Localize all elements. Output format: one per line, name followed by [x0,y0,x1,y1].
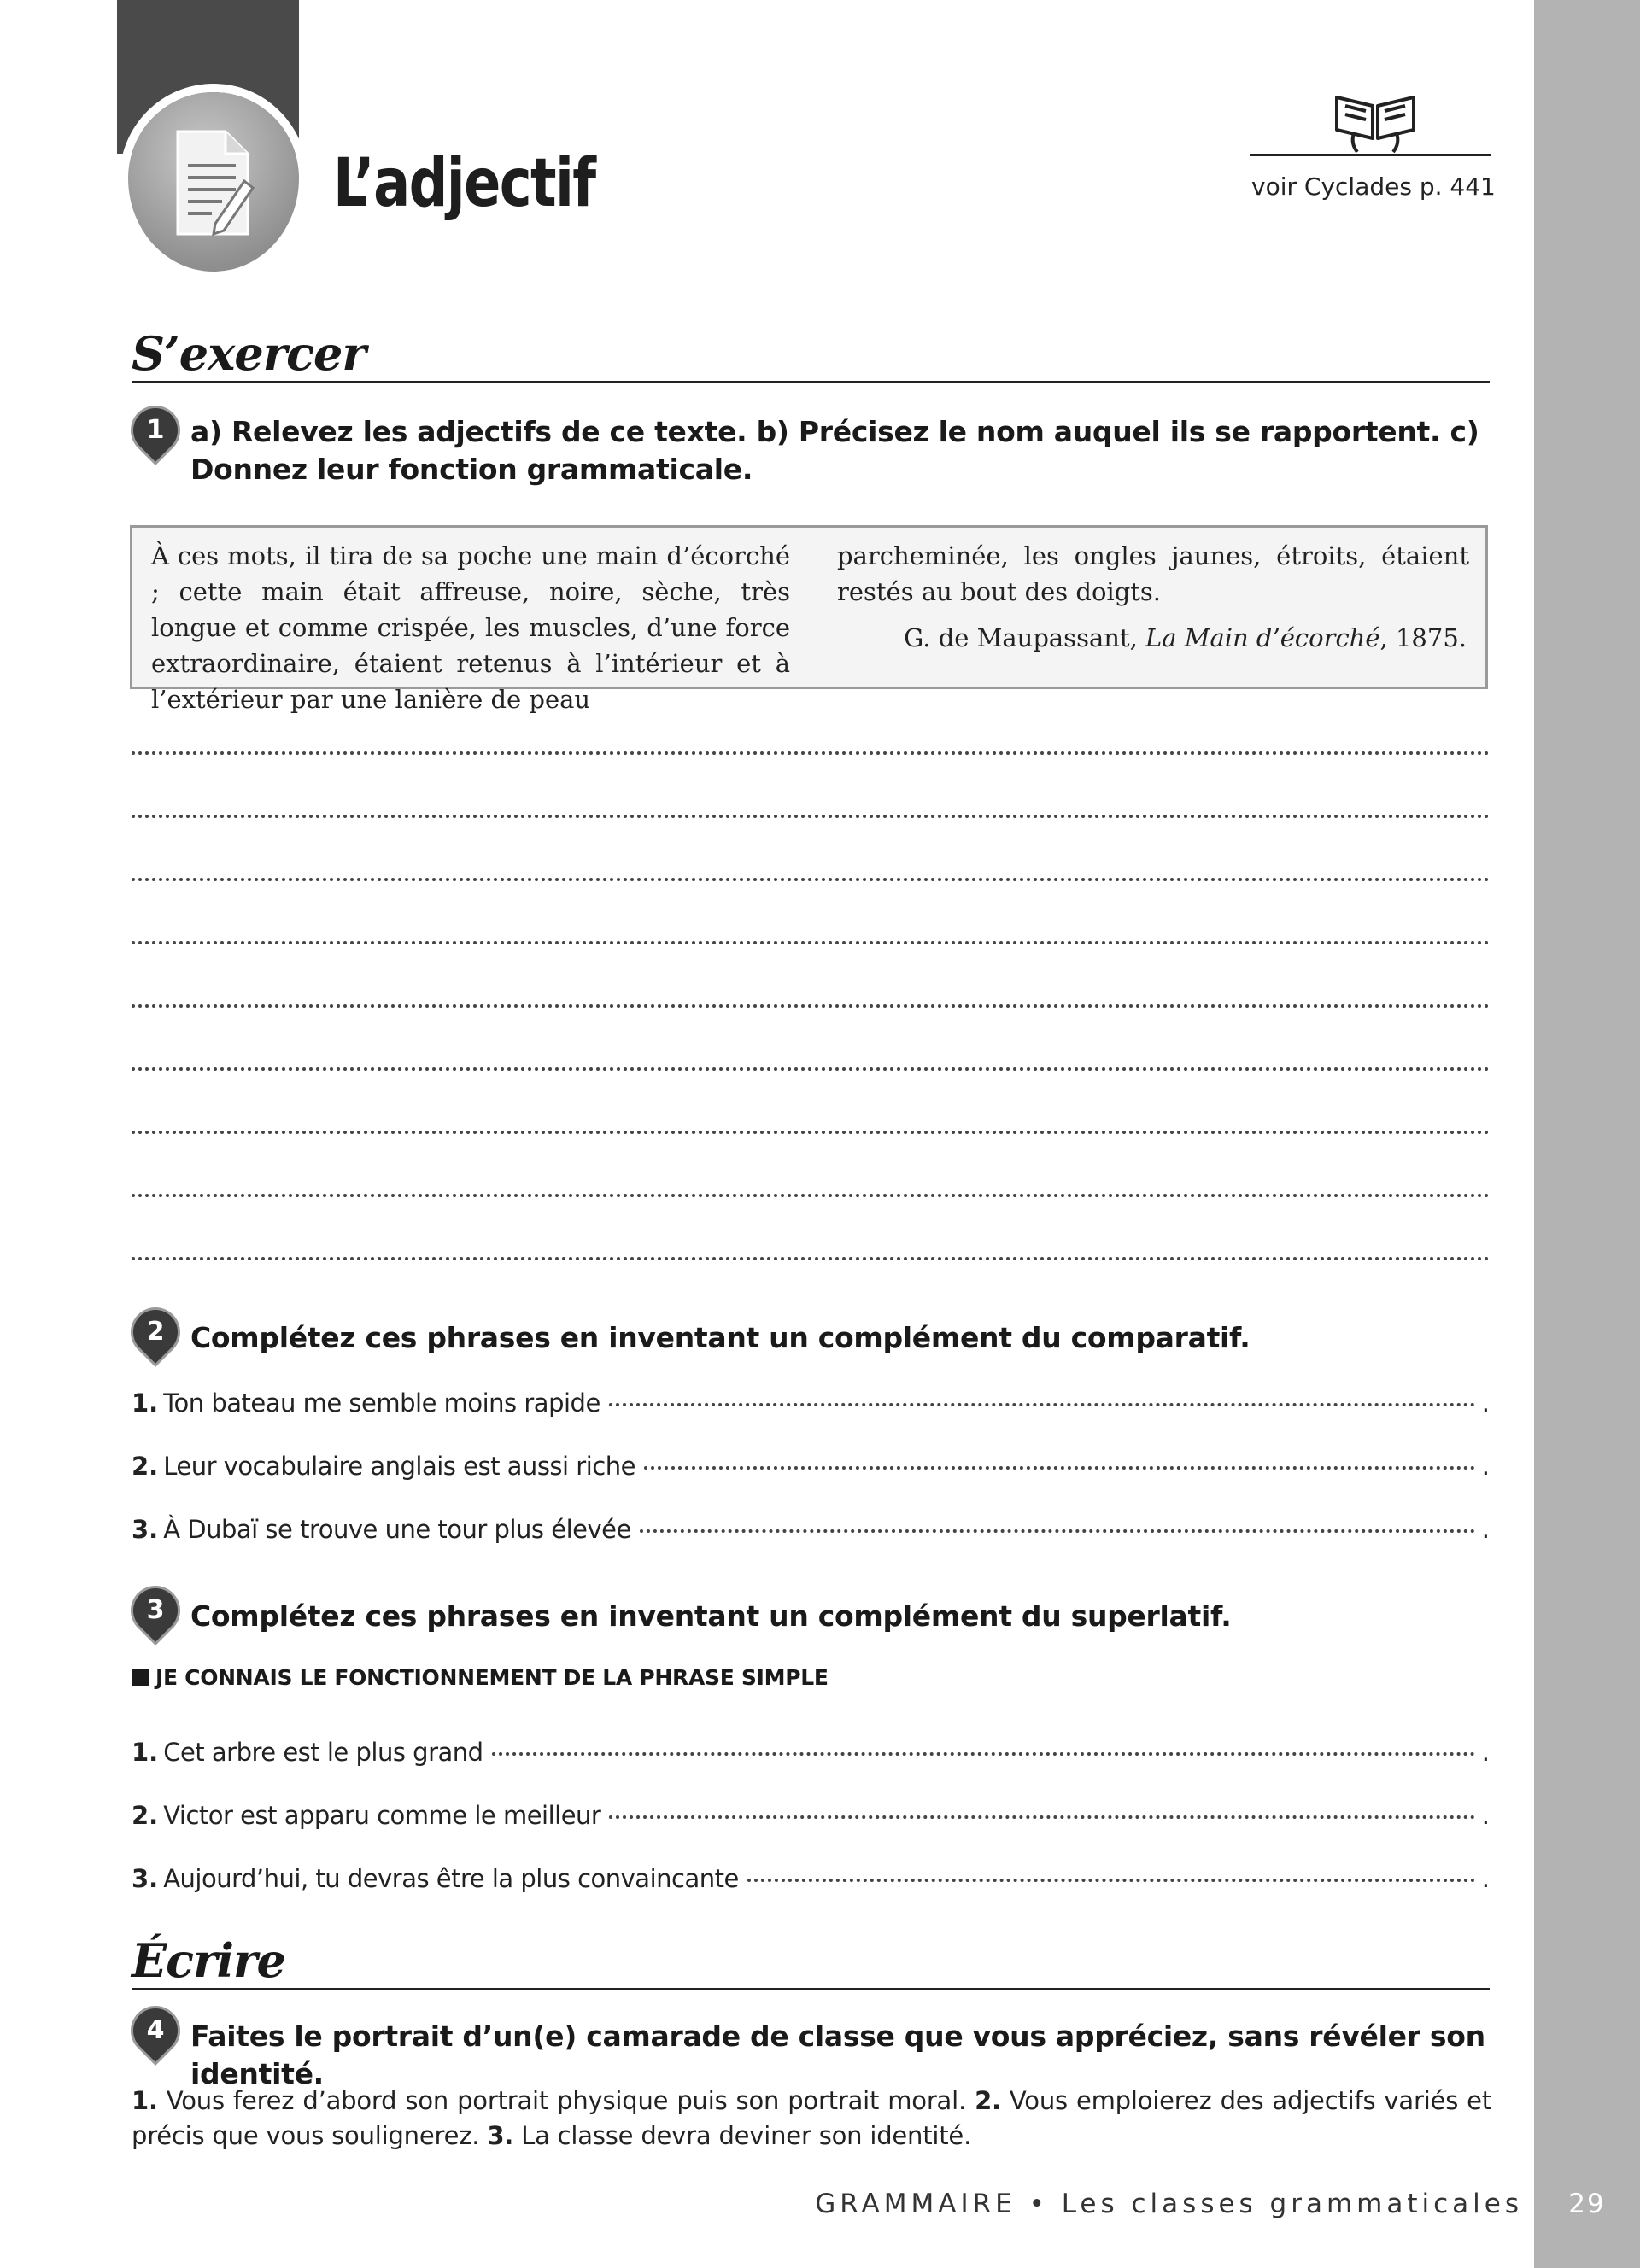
running-footer: GRAMMAIRE • Les classes grammaticales [815,2189,1523,2219]
quote-text-left: À ces mots, il tira de sa poche une main d’écorché ; cette main était affreuse, noire, sèche, très longue et comme crispée, les muscles, d’une force extraordinaire, étaient retenus à l’intérieur et à l’extérieur par une lanière de peau [151,541,790,714]
fill-in-item: 1. Ton bateau me semble moins rapide . [132,1388,1490,1418]
answer-line[interactable] [132,878,1490,881]
answer-blank[interactable] [644,1466,1475,1470]
fill-in-item: 3. Aujourd’hui, tu devras être la plus convaincante . [132,1864,1490,1893]
skill-label: JE CONNAIS LE FONCTIONNEMENT DE LA PHRASE SIMPLE [132,1665,829,1690]
document-pencil-icon [171,128,256,239]
page-number: 29 [1568,2189,1606,2219]
quote-box [130,525,1488,714]
fill-in-item: 1. Cet arbre est le plus grand . [132,1738,1490,1767]
exercise-number-badge: 2 [124,1301,187,1364]
quote-credit: G. de Maupassant, La Main d’écorché, 1875. [904,623,1467,652]
answer-blank[interactable] [747,1879,1475,1882]
answer-line[interactable] [132,815,1490,818]
fill-in-item: 2. Victor est apparu comme le meilleur . [132,1801,1490,1830]
answer-blank[interactable] [609,1815,1474,1819]
answer-line[interactable] [132,751,1490,755]
answer-line[interactable] [132,1131,1490,1134]
exercise-instruction: Faites le portrait d’un(e) camarade de classe que vous appréciez, sans révéler son identité. [190,2020,1485,2090]
exercise-number-badge: 4 [124,1999,187,2062]
answer-blank[interactable] [609,1403,1475,1406]
cross-reference: voir Cyclades p. 441 [1251,172,1496,201]
reading-book-icon [1328,87,1422,155]
answer-line[interactable] [132,1194,1490,1197]
quote-text-right: parcheminée, les ongles jaunes, étroits, étaient restés au bout des doigts. [837,541,1469,606]
exercise-instruction: Complétez ces phrases en inventant un complément du superlatif. [190,1599,1232,1633]
section-heading-text: S’exercer [132,326,366,381]
section-heading-text: Écrire [132,1933,285,1988]
exercise-instruction: Complétez ces phrases en inventant un complément du comparatif. [190,1321,1250,1354]
section-heading-exercer [132,314,1490,383]
exercise-number-badge: 1 [124,399,187,462]
answer-blank[interactable] [492,1752,1475,1756]
answer-line[interactable] [132,1067,1490,1071]
reference-rule [1250,154,1491,156]
answer-line[interactable] [132,1257,1490,1260]
answer-blank[interactable] [640,1529,1475,1533]
exercise-number-badge: 3 [124,1579,187,1642]
fill-in-item: 3. À Dubaï se trouve une tour plus élevée . [132,1515,1490,1544]
answer-line[interactable] [132,941,1490,944]
writing-instructions: 1. Vous ferez d’abord son portrait physique puis son portrait moral. 2. Vous emploierez des adjectifs variés et précis que vous soulignerez. 3. La classe devra deviner son identité. [132,2086,1491,2150]
side-band [1534,0,1640,2268]
section-heading-ecrire [132,1921,1490,1990]
square-bullet-icon [132,1669,149,1686]
answer-line[interactable] [132,1004,1490,1008]
page-title: L’adjectif [333,145,595,222]
exercise-instruction: a) Relevez les adjectifs de ce texte. b) Précisez le nom auquel ils se rapportent. c) Donnez leur fonction grammaticale. [190,415,1479,486]
fill-in-item: 2. Leur vocabulaire anglais est aussi riche . [132,1452,1490,1481]
